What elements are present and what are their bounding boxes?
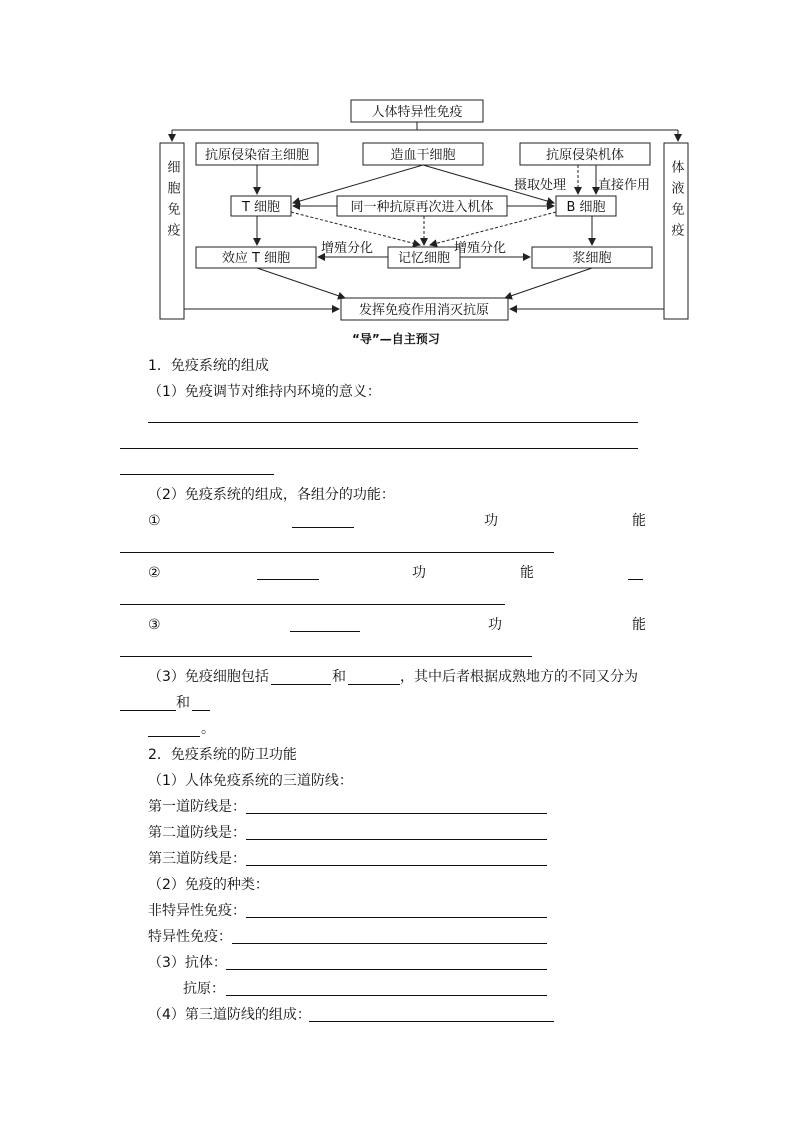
antigen-body-label: 抗原侵染机体: [545, 148, 625, 163]
q3-b: 和: [332, 669, 346, 685]
item2-gong: 功: [412, 565, 426, 581]
answer-line[interactable]: [246, 917, 547, 918]
prolif-right-label: 增殖分化: [454, 241, 507, 256]
nonspecific-label: 非特异性免疫：: [148, 903, 246, 919]
answer-line[interactable]: [246, 813, 547, 814]
section2-title: 2．免疫系统的防卫功能: [148, 747, 297, 763]
direct-label: 直接作用: [598, 178, 651, 193]
answer-line[interactable]: [246, 839, 547, 840]
antigen-host-label: 抗原侵染宿主细胞: [204, 148, 310, 163]
q3-end: 。: [201, 721, 215, 737]
section1-title: 1．免疫系统的组成: [148, 358, 269, 374]
result-label: 发挥免疫作用消灭抗原: [358, 303, 490, 318]
answer-line[interactable]: [246, 865, 547, 866]
answer-line[interactable]: [120, 656, 532, 657]
memory-label: 记忆细胞: [397, 251, 451, 266]
immune-diagram: [0, 0, 794, 345]
answer-line[interactable]: [192, 710, 210, 711]
answer-line[interactable]: [120, 448, 638, 449]
antigen-label: 抗原：: [183, 981, 225, 997]
answer-line[interactable]: [120, 552, 554, 553]
effector-t-label: 效应 T 细胞: [221, 251, 291, 266]
section2-q1: （1）人体免疫系统的三道防线：: [148, 773, 353, 789]
item3-num: ③: [148, 617, 161, 633]
item1-neng: 能: [632, 513, 646, 529]
specific-label: 特异性免疫：: [148, 929, 232, 945]
section1-q1: （1）免疫调节对维持内环境的意义：: [148, 384, 381, 400]
answer-line[interactable]: [226, 995, 547, 996]
uptake-label: 摄取处理: [514, 178, 567, 193]
item2-num: ②: [148, 565, 161, 581]
t-cell-label: T 细胞: [241, 200, 281, 215]
humoral-immunity-label: 体液免疫: [668, 160, 684, 244]
answer-line[interactable]: [348, 684, 400, 685]
b-cell-label: B 细胞: [566, 200, 606, 215]
answer-line[interactable]: [271, 684, 331, 685]
plasma-label: 浆细胞: [572, 251, 612, 266]
q3-d: 和: [176, 695, 190, 711]
line2-label: 第二道防线是：: [148, 825, 246, 841]
item3-neng: 能: [632, 617, 646, 633]
answer-line[interactable]: [148, 422, 638, 423]
stem-cell-label: 造血干细胞: [390, 148, 456, 163]
item1-num: ①: [148, 513, 161, 529]
answer-line[interactable]: [120, 710, 176, 711]
item3-gong: 功: [488, 617, 502, 633]
answer-line[interactable]: [226, 969, 547, 970]
cell-immunity-label: 细胞免疫: [164, 160, 180, 244]
answer-line[interactable]: [120, 474, 274, 475]
caption: “导”—自主预习: [352, 332, 440, 346]
q3-c: ，其中后者根据成熟地方的不同又分为: [400, 669, 638, 685]
item1-gong: 功: [484, 513, 498, 529]
reentry-label: 同一种抗原再次进入机体: [350, 200, 494, 215]
q3-a: （3）免疫细胞包括: [148, 669, 269, 685]
line3-label: 第三道防线是：: [148, 851, 246, 867]
antibody-label: （3）抗体：: [148, 955, 227, 971]
answer-line[interactable]: [292, 527, 354, 528]
answer-line[interactable]: [290, 631, 360, 632]
section2-q2: （2）免疫的种类：: [148, 877, 269, 893]
item2-neng: 能: [520, 565, 534, 581]
section2-q4: （4）第三道防线的组成：: [148, 1007, 311, 1023]
answer-line[interactable]: [148, 736, 200, 737]
answer-line[interactable]: [232, 943, 547, 944]
answer-line[interactable]: [120, 604, 505, 605]
answer-line[interactable]: [257, 579, 319, 580]
section1-q2: （2）免疫系统的组成，各组分的功能：: [148, 487, 395, 503]
top-label: 人体特异性免疫: [371, 105, 463, 120]
prolif-left-label: 增殖分化: [321, 241, 374, 256]
answer-line[interactable]: [628, 579, 643, 580]
answer-line[interactable]: [309, 1021, 554, 1022]
line1-label: 第一道防线是：: [148, 799, 246, 815]
